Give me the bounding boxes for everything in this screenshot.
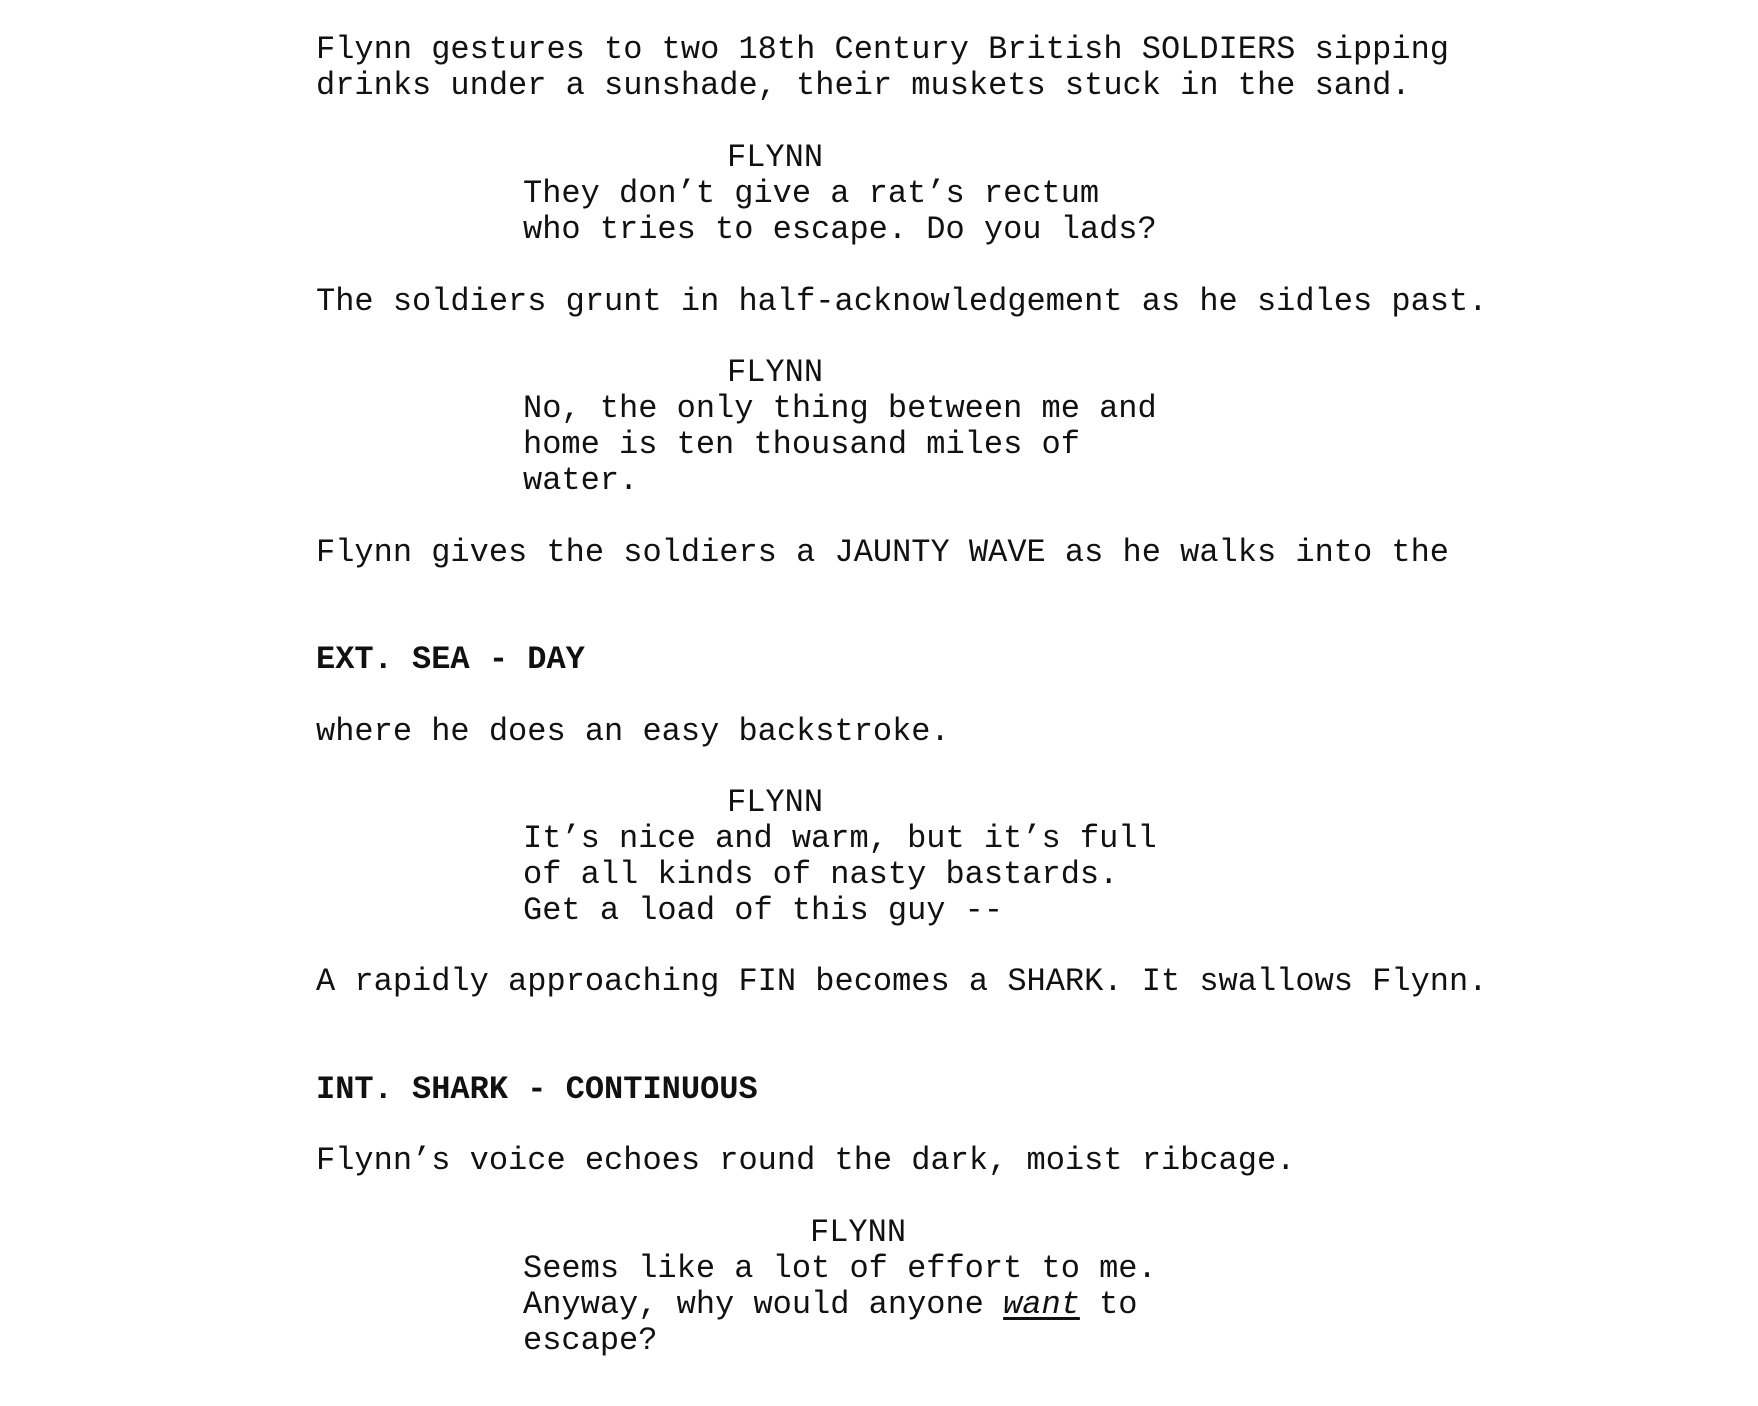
dialogue-text: to [1079,1286,1138,1323]
dialogue-text: Anyway, why would anyone [523,1286,1004,1323]
dialogue-line: water. [523,462,639,499]
dialogue-line: No, the only thing between me and [523,390,1157,427]
action-line: Flynn’s voice echoes round the dark, moist ribcage. [316,1142,1296,1179]
scene-heading: INT. SHARK - CONTINUOUS [316,1071,758,1108]
dialogue-line: who tries to escape. Do you lads? [523,211,1157,248]
scene-heading: EXT. SEA - DAY [316,641,585,678]
character-name: FLYNN [727,139,824,176]
dialogue-line: Get a load of this guy -- [523,892,1004,929]
character-name: FLYNN [727,784,824,821]
action-line: The soldiers grunt in half-acknowledgement as he sidles past. [316,283,1488,320]
action-line: Flynn gives the soldiers a JAUNTY WAVE as he walks into the [316,534,1449,571]
action-line: Flynn gestures to two 18th Century British SOLDIERS sipping [316,31,1449,68]
dialogue-line: escape? [523,1322,658,1359]
action-line: where he does an easy backstroke. [316,713,950,750]
dialogue-line: of all kinds of nasty bastards. [523,856,1119,893]
action-line: drinks under a sunshade, their muskets stuck in the sand. [316,67,1411,104]
emphasized-word: want [1003,1286,1080,1323]
dialogue-line: home is ten thousand miles of [523,426,1080,463]
dialogue-line: Seems like a lot of effort to me. [523,1250,1157,1287]
character-name: FLYNN [810,1214,907,1251]
dialogue-line: They don’t give a rat’s rectum [523,175,1100,212]
action-line: A rapidly approaching FIN becomes a SHARK. It swallows Flynn. [316,963,1488,1000]
dialogue-line [523,1287,1138,1323]
dialogue-line: It’s nice and warm, but it’s full [523,820,1157,857]
character-name: FLYNN [727,354,824,391]
